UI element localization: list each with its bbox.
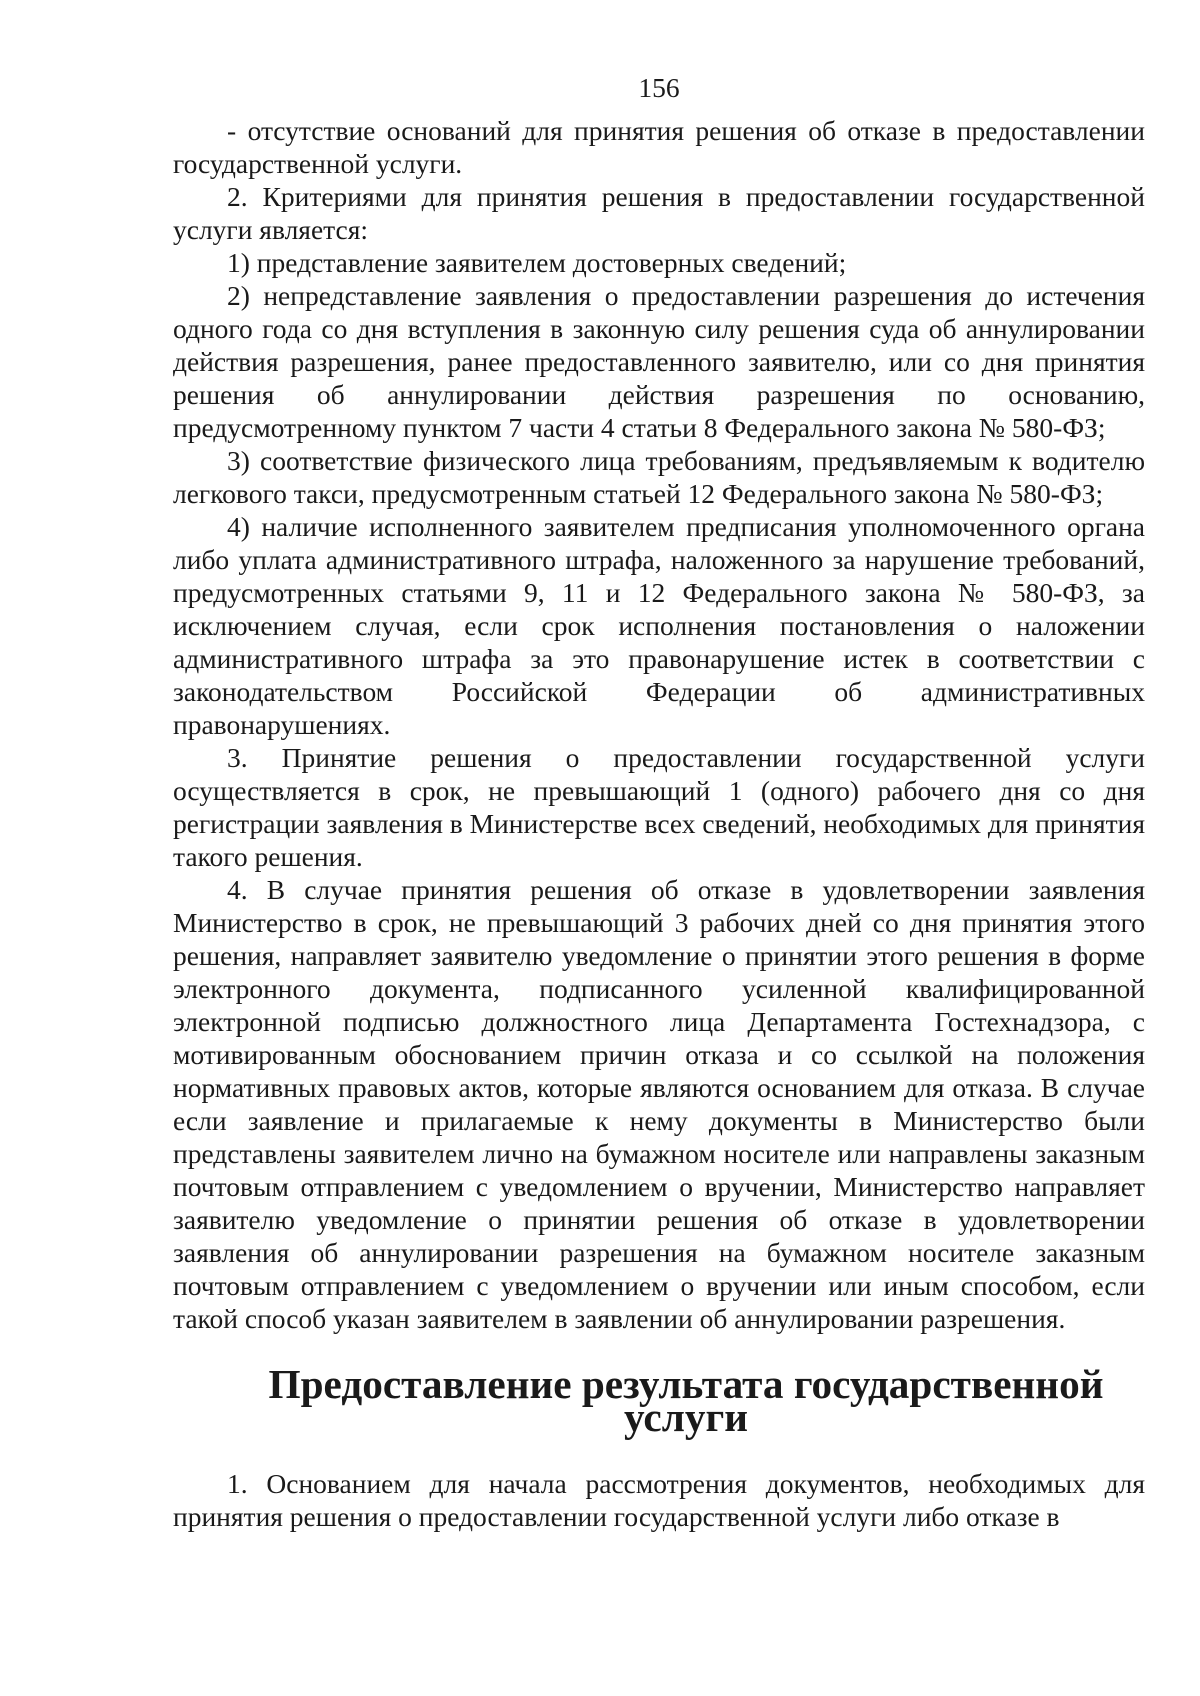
paragraph-criterion-2: 2) непредставление заявления о предоставлении разрешения до истечения одного года со дня вступления в законную силу решения суда об аннулировании действия разрешения, ранее предоставленного заявителю, или со дня принятия решения об аннулировании действия разрешения по основанию, предусмотренному пунктом 7 части 4 статьи 8 Федерального закона № 580-ФЗ; — [173, 280, 1145, 443]
paragraph-criterion-1: 1) представление заявителем достоверных сведений; — [227, 247, 847, 278]
paragraph-decision-term: 3. Принятие решения о предоставлении государственной услуги осуществляется в срок, не превышающий 1 (одного) рабочего дня со дня регистрации заявления в Министерстве всех сведений, необходимых для принятия такого решения. — [173, 742, 1145, 872]
section-heading: Предоставление результата государственной услуги — [268, 1361, 1104, 1440]
paragraph-no-grounds: - отсутствие оснований для принятия решения об отказе в предоставлении государственной услуги. — [173, 115, 1145, 179]
paragraph-criterion-4: 4) наличие исполненного заявителем предписания уполномоченного органа либо уплата административного штрафа, наложенного за нарушение требований, предусмотренных статьями 9, 11 и 12 Федерального закона № 580-ФЗ, за исключением случая, если срок исполнения постановления о наложении административного штрафа за это правонарушение истек в соответствии с законодательством Российской Федерации об административных правонарушениях. — [173, 511, 1145, 740]
page-number: 156 — [638, 72, 680, 103]
paragraph-refusal-notice: 4. В случае принятия решения об отказе в удовлетворении заявления Министерство в срок, не превышающий 3 рабочих дней со дня принятия этого решения, направляет заявителю уведомление о принятии этого решения в форме электронного документа, подписанного усиленной квалифицированной электронной подписью должностного лица Департамента Гостехнадзора, с мотивированным обоснованием причин отказа и со ссылкой на положения нормативных правовых актов, которые являются основанием для отказа. В случае если заявление и прилагаемые к нему документы в Министерство были представлены заявителем лично на бумажном носителе или направлены заказным почтовым отправлением с уведомлением о вручении, Министерство направляет заявителю уведомление о принятии решения об отказе в удовлетворении заявления об аннулировании разрешения на бумажном носителе заказным почтовым отправлением с уведомлением о вручении или иным способом, если такой способ указан заявителем в заявлении об аннулировании разрешения. — [173, 874, 1145, 1334]
paragraph-review-basis: 1. Основанием для начала рассмотрения документов, необходимых для принятия решения о предоставлении государственной услуги либо отказе в — [173, 1468, 1145, 1532]
paragraph-criteria: 2. Критериями для принятия решения в предоставлении государственной услуги является: — [173, 181, 1145, 245]
document-page — [173, 62, 1145, 1533]
paragraph-criterion-3: 3) соответствие физического лица требованиям, предъявляемым к водителю легкового такси, предусмотренным статьей 12 Федерального закона № 580-ФЗ; — [173, 445, 1145, 509]
